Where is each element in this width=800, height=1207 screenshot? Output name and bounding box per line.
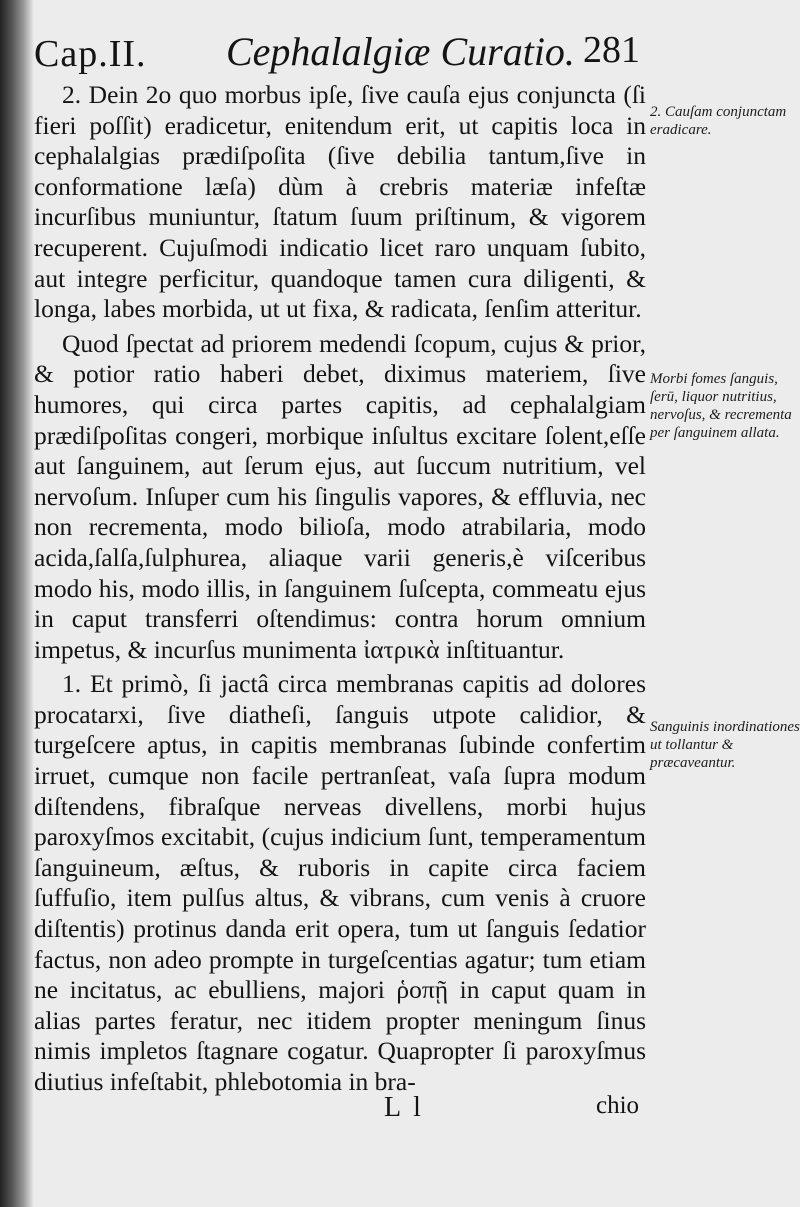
margin-note-causam: 2. Cauſam conjunctam eradicare. [650,104,787,138]
page-title: Cephalalgiæ Curatio. [226,29,575,74]
catchword: chio [596,1092,640,1119]
chapter-label: Cap.II. [34,33,147,75]
paragraph-2: 2. Dein 2o quo morbus ipſe, ſive cauſa ejus conjuncta (ſi fieri poſſit) eradicetur, enitendum erit, ut capitis loca in cephalalgias prædiſpoſita (ſive debilia tantum,ſive in conformatione læſa) dùm à crebris materiæ infeſtæ incurſibus muniuntur, ſtatum ſuum priſtinum, & vigorem recuperent. Cujuſmodi indicatio licet raro unquam ſubito, aut integre perficitur, quandoque tamen cura diligenti, & longa, labes morbida, ut ut fixa, & radicata, ſenſim atteritur. [34,80,646,324]
margin-note-sanguinis: Sanguinis inordinationes ut tollantur & præcaveantur. [650,719,800,771]
signature-mark: L l [384,1092,424,1123]
running-header [34,18,644,78]
paragraph-prior-scope: Quod ſpectat ad priorem medendi ſcopum, cujus & prior, & potior ratio haberi debet, diximus materiem, ſive humores, qui circa partes capitis, ad cephalalgiam prædiſpoſitas congeri, morbique inſultus excitare ſolent,eſſe aut ſanguinem, aut ſerum ejus, aut ſuccum nutritium, vel nervoſum. Inſuper cum his ſingulis vapores, & effluvia, nec non recrementa, modo bilioſa, modo atrabilaria, modo acida,ſalſa,ſulphurea, aliaque varii generis,è viſceribus modo his, modo illis, in ſanguinem ſuſcepta, commeatu ejus in caput transferri oſtendimus: contra horum omnium impetus, & incurſus munimenta ἰατρικὰ inſtituantur. [34,328,646,664]
margin-note-fomes: Morbi fomes ſanguis, ſerū, liquor nutritius, nervoſus, & recrementa per ſanguinem allata. [650,371,792,441]
main-text [34,80,646,1098]
page-number: 281 [583,29,640,71]
binding-shadow [0,0,34,1207]
paragraph-1-blood: 1. Et primò, ſi jactâ circa membranas capitis ad dolores procatarxi, ſive diatheſi, ſanguis utpote calidior, & turgeſcere aptus, in capitis membranas ſubinde confertim irruet, cumque non facile pertranſeat, vaſa ſupra modum diſtendens, fibraſque nerveas divellens, morbi hujus paroxyſmos excitabit, (cujus indicium ſunt, temperamentum ſanguineum, æſtus, & ruboris in capite circa faciem ſuffuſio, item pulſus altus, & vibrans, cum venis à cruore diſtentis) protinus danda erit opera, tum ut ſanguis ſedatior factus, non adeo prompte in turgeſcentias agatur; tum etiam ne incitatus, ac ebulliens, majori ῥοπῇ in caput quam in alias partes feratur, nec itidem propter meningum ſinus nimis impletos ſtagnare cogatur. Quapropter ſi paroxyſmus diutius infeſtabit, phlebotomia in bra- [34,669,646,1096]
